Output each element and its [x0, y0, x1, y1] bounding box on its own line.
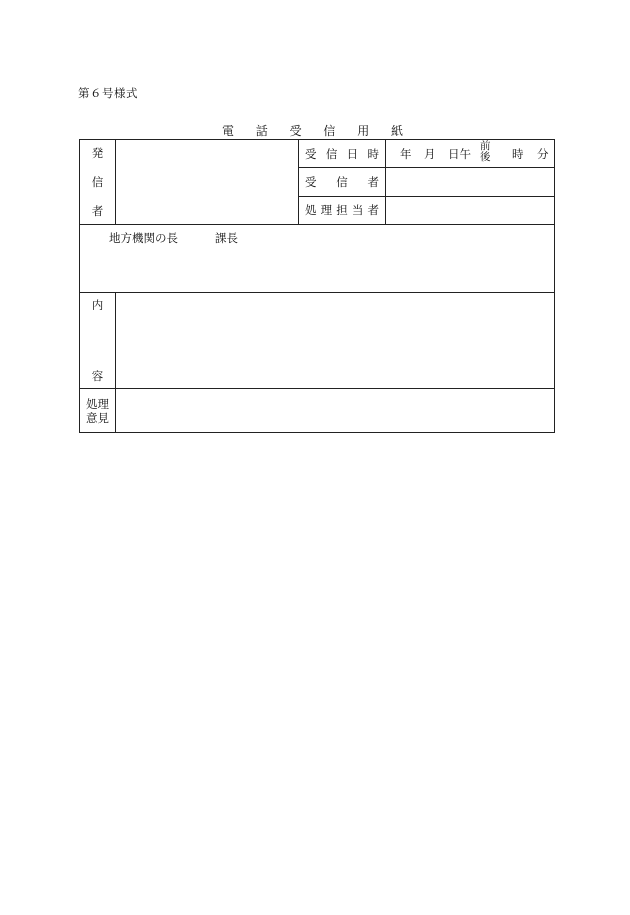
- opinion-label-line: 処理: [86, 397, 109, 411]
- opinion-label-line: 意見: [86, 411, 109, 425]
- sender-label-char: 信: [91, 175, 104, 189]
- row-divider-2: [298, 196, 555, 197]
- header-block-divider: [80, 224, 555, 225]
- day-noon-unit: 日午: [448, 147, 471, 161]
- ampm-top: 前: [480, 140, 491, 152]
- form-title: 電 話 受 信 用 紙: [221, 124, 413, 138]
- reception-datetime-field[interactable]: [385, 140, 555, 167]
- reception-datetime-label: 受信日時: [305, 147, 379, 161]
- sender-field[interactable]: [120, 146, 292, 220]
- content-label-char: 容: [91, 369, 104, 383]
- row-divider-1: [298, 167, 555, 168]
- sender-value-divider: [298, 140, 299, 224]
- ampm-bottom: 後: [480, 151, 491, 163]
- opinion-field[interactable]: [120, 393, 550, 429]
- addressee-section: 課長: [215, 231, 238, 245]
- content-field[interactable]: [120, 298, 550, 384]
- receiver-field[interactable]: [390, 174, 550, 192]
- content-label: [80, 298, 115, 383]
- content-label-char: 内: [91, 298, 104, 312]
- sender-label-divider: [115, 140, 116, 224]
- minute-unit: 分: [537, 147, 549, 161]
- sender-label-char: 者: [91, 204, 104, 218]
- telephone-reception-form: [79, 139, 555, 433]
- opinion-label: [80, 397, 115, 425]
- handler-label: 処理担当者: [305, 203, 379, 217]
- sender-label-char: 発: [91, 146, 104, 160]
- month-unit: 月: [424, 147, 436, 161]
- year-unit: 年: [400, 147, 412, 161]
- body-label-divider: [115, 292, 116, 433]
- content-divider: [80, 388, 555, 389]
- form-number: 第６号様式: [78, 86, 138, 100]
- addressee-divider: [80, 292, 555, 293]
- handler-field[interactable]: [390, 202, 550, 220]
- addressee-org: 地方機関の長: [109, 231, 178, 245]
- hour-unit: 時: [512, 147, 524, 161]
- sender-label: [80, 146, 115, 218]
- receiver-label: 受信者: [305, 175, 379, 189]
